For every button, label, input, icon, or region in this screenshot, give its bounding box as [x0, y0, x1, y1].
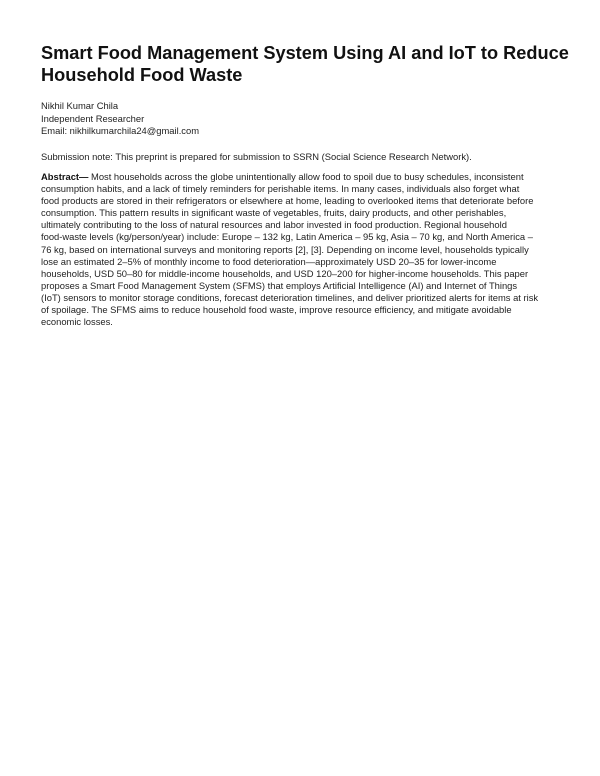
submission-note: Submission note: This preprint is prepared for submission to SSRN (Social Science Research Network). — [41, 151, 472, 162]
abstract-line-2: consumption habits, and a lack of timely reminders for perishable items. In many cases, individuals also forget what — [41, 183, 520, 195]
author-block — [41, 100, 561, 138]
abstract-line-5: ultimately contributing to the loss of natural resources and labor invested in food production. Regional household — [41, 219, 507, 231]
abstract — [41, 171, 561, 328]
abstract-line-8: lose an estimated 2–5% of monthly income to food deterioration—approximately USD 20–35 for lower-income — [41, 255, 497, 267]
paper-title-line-1: Smart Food Management System Using AI and IoT to Reduce — [41, 43, 569, 63]
author-affiliation: Independent Researcher — [41, 112, 145, 124]
abstract-line-9: households, USD 50–80 for middle-income households, and USD 120–200 for higher-income households. This paper — [41, 267, 529, 279]
paper-title — [41, 43, 571, 86]
abstract-line-3: food products are stored in their refrigerators or elsewhere at home, leading to overlooked items that deteriorate before — [41, 195, 534, 207]
author-email: Email: nikhilkumarchila24@gmail.com — [41, 125, 200, 136]
abstract-line-13: economic losses. — [41, 316, 113, 328]
author-name: Nikhil Kumar Chila — [41, 100, 119, 111]
paper-title-line-2: Household Food Waste — [41, 64, 243, 85]
abstract-line-12: of spoilage. The SFMS aims to reduce household food waste, improve resource efficiency, and mitigate avoidable — [41, 304, 512, 316]
abstract-line-1-text: Most households across the globe unintentionally allow food to spoil due to busy schedules, inconsistent — [88, 171, 524, 182]
abstract-line-1 — [41, 171, 561, 183]
abstract-line-4: consumption. This pattern results in significant waste of vegetables, fruits, dairy products, and other perishables, — [41, 207, 507, 219]
abstract-line-6: food-waste levels (kg/person/year) include: Europe – 132 kg, Latin America – 95 kg, Asia – 70 kg, and North America – — [41, 231, 533, 243]
abstract-lead: Abstract— — [41, 171, 89, 182]
abstract-line-10: proposes a Smart Food Management System (SFMS) that employs Artificial Intelligence (AI) and Internet of Things — [41, 279, 518, 291]
abstract-line-7: 76 kg, based on international surveys and monitoring reports [2], [3]. Depending on income level, households typically — [41, 243, 529, 255]
abstract-line-11: (IoT) sensors to monitor storage conditions, forecast deterioration timelines, and deliver prioritized alerts for items at risk — [41, 291, 539, 303]
